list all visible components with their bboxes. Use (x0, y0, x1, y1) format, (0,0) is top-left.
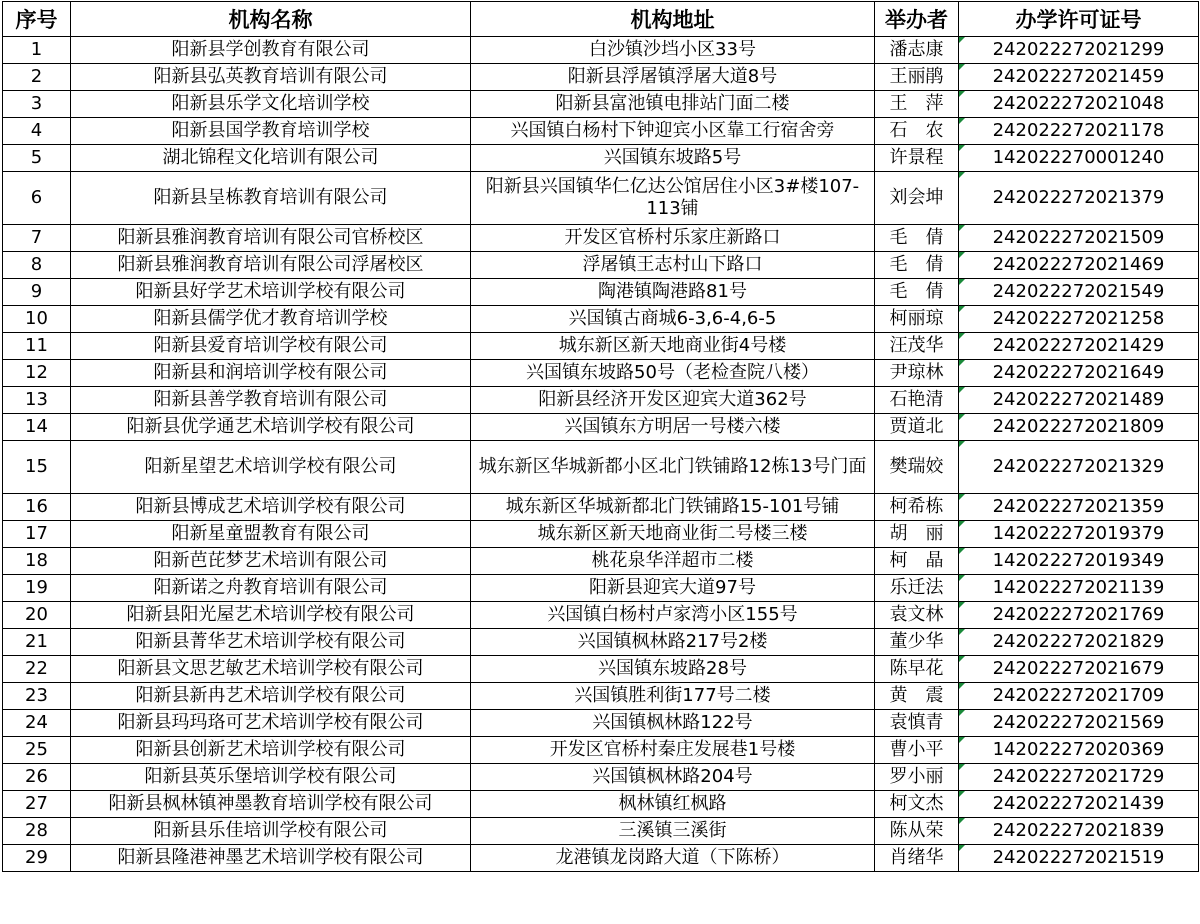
org-name-cell: 阳新县雅润教育培训有限公司官桥校区 (71, 225, 471, 252)
table-row (3, 575, 1199, 602)
organizer-cell: 罗小丽 (875, 764, 959, 791)
org-address-cell: 兴国镇东坡路50号（老检查院八楼） (471, 360, 875, 387)
table-row (3, 737, 1199, 764)
org-name-cell: 阳新芭芘梦艺术培训有限公司 (71, 548, 471, 575)
org-address-cell: 城东新区华城新都小区北门铁铺路12栋13号门面 (471, 441, 875, 494)
org-address-cell: 浮屠镇王志村山下路口 (471, 252, 875, 279)
table-row (3, 118, 1199, 145)
license-number-cell: 242022272021839 (959, 818, 1199, 845)
row-index: 29 (3, 845, 71, 872)
license-number-cell: 242022272021519 (959, 845, 1199, 872)
org-name-cell: 阳新县雅润教育培训有限公司浮屠校区 (71, 252, 471, 279)
license-number-cell: 242022272021829 (959, 629, 1199, 656)
org-name-cell: 湖北锦程文化培训有限公司 (71, 145, 471, 172)
org-name-cell: 阳新县菁华艺术培训学校有限公司 (71, 629, 471, 656)
license-number-cell: 242022272021649 (959, 360, 1199, 387)
organizer-cell: 袁慎青 (875, 710, 959, 737)
license-number-cell: 242022272021809 (959, 414, 1199, 441)
organizer-cell: 刘会坤 (875, 172, 959, 225)
org-name-cell: 阳新县呈栋教育培训有限公司 (71, 172, 471, 225)
table-row (3, 387, 1199, 414)
org-address-cell: 开发区官桥村秦庄发展巷1号楼 (471, 737, 875, 764)
table-row (3, 710, 1199, 737)
org-address-cell: 阳新县浮屠镇浮屠大道8号 (471, 64, 875, 91)
header-index: 序号 (3, 2, 71, 37)
org-name-cell: 阳新县博成艺术培训学校有限公司 (71, 494, 471, 521)
license-number-cell: 142022272019349 (959, 548, 1199, 575)
license-number-cell: 242022272021459 (959, 64, 1199, 91)
license-number-cell: 142022272019379 (959, 521, 1199, 548)
row-index: 8 (3, 252, 71, 279)
org-address-cell: 兴国镇枫林路217号2楼 (471, 629, 875, 656)
license-number-cell: 242022272021329 (959, 441, 1199, 494)
organizer-cell: 乐迁法 (875, 575, 959, 602)
table-row (3, 602, 1199, 629)
row-index: 2 (3, 64, 71, 91)
row-index: 10 (3, 306, 71, 333)
org-address-cell: 阳新县迎宾大道97号 (471, 575, 875, 602)
license-number-cell: 242022272021439 (959, 791, 1199, 818)
org-address-cell: 城东新区华城新都北门铁铺路15-101号铺 (471, 494, 875, 521)
table-row (3, 225, 1199, 252)
row-index: 7 (3, 225, 71, 252)
license-number-cell: 142022270001240 (959, 145, 1199, 172)
table-row (3, 91, 1199, 118)
row-index: 23 (3, 683, 71, 710)
org-address-cell: 兴国镇东方明居一号楼六楼 (471, 414, 875, 441)
table-row (3, 764, 1199, 791)
row-index: 6 (3, 172, 71, 225)
row-index: 17 (3, 521, 71, 548)
org-name-cell: 阳新县乐佳培训学校有限公司 (71, 818, 471, 845)
table-row (3, 252, 1199, 279)
header-org-address: 机构地址 (471, 2, 875, 37)
org-name-cell: 阳新县国学教育培训学校 (71, 118, 471, 145)
license-number-cell: 242022272021429 (959, 333, 1199, 360)
organizer-cell: 柯希栋 (875, 494, 959, 521)
table-row (3, 818, 1199, 845)
org-name-cell: 阳新县乐学文化培训学校 (71, 91, 471, 118)
organizer-cell: 石艳清 (875, 387, 959, 414)
row-index: 4 (3, 118, 71, 145)
org-name-cell: 阳新县文思艺敏艺术培训学校有限公司 (71, 656, 471, 683)
table-row (3, 414, 1199, 441)
row-index: 20 (3, 602, 71, 629)
license-number-cell: 242022272021048 (959, 91, 1199, 118)
header-license-number: 办学许可证号 (959, 2, 1199, 37)
org-name-cell: 阳新县创新艺术培训学校有限公司 (71, 737, 471, 764)
organizer-cell: 董少华 (875, 629, 959, 656)
org-address-cell: 兴国镇胜利街177号二楼 (471, 683, 875, 710)
org-address-cell: 兴国镇白杨村卢家湾小区155号 (471, 602, 875, 629)
table-body (3, 37, 1199, 872)
row-index: 3 (3, 91, 71, 118)
table-row (3, 494, 1199, 521)
license-number-cell: 242022272021729 (959, 764, 1199, 791)
organizer-cell: 曹小平 (875, 737, 959, 764)
license-number-cell: 242022272021549 (959, 279, 1199, 306)
org-address-cell: 兴国镇白杨村下钟迎宾小区靠工行宿舍旁 (471, 118, 875, 145)
table-row (3, 172, 1199, 225)
table-row (3, 306, 1199, 333)
org-address-cell: 兴国镇枫林路204号 (471, 764, 875, 791)
organizer-cell: 陈早花 (875, 656, 959, 683)
table-row (3, 548, 1199, 575)
row-index: 14 (3, 414, 71, 441)
org-address-cell: 兴国镇枫林路122号 (471, 710, 875, 737)
org-name-cell: 阳新县阳光屋艺术培训学校有限公司 (71, 602, 471, 629)
license-number-cell: 242022272021489 (959, 387, 1199, 414)
org-address-cell: 三溪镇三溪街 (471, 818, 875, 845)
organizer-cell: 樊瑞姣 (875, 441, 959, 494)
row-index: 12 (3, 360, 71, 387)
org-name-cell: 阳新县英乐堡培训学校有限公司 (71, 764, 471, 791)
license-number-cell: 142022272020369 (959, 737, 1199, 764)
org-address-cell: 兴国镇古商城6-3,6-4,6-5 (471, 306, 875, 333)
license-number-cell: 242022272021709 (959, 683, 1199, 710)
license-number-cell: 242022272021178 (959, 118, 1199, 145)
org-name-cell: 阳新县新冉艺术培训学校有限公司 (71, 683, 471, 710)
license-number-cell: 242022272021258 (959, 306, 1199, 333)
org-address-cell: 白沙镇沙垱小区33号 (471, 37, 875, 64)
table-row (3, 333, 1199, 360)
org-address-cell: 龙港镇龙岗路大道（下陈桥） (471, 845, 875, 872)
table-row (3, 683, 1199, 710)
table-row (3, 279, 1199, 306)
org-address-cell: 兴国镇东坡路5号 (471, 145, 875, 172)
organizer-cell: 毛 倩 (875, 225, 959, 252)
table-row (3, 64, 1199, 91)
organizer-cell: 贾道北 (875, 414, 959, 441)
organizer-cell: 石 农 (875, 118, 959, 145)
row-index: 27 (3, 791, 71, 818)
organizer-cell: 王 萍 (875, 91, 959, 118)
table-row (3, 656, 1199, 683)
license-number-cell: 242022272021469 (959, 252, 1199, 279)
organizer-cell: 王丽鹃 (875, 64, 959, 91)
organizer-cell: 毛 倩 (875, 279, 959, 306)
row-index: 15 (3, 441, 71, 494)
row-index: 9 (3, 279, 71, 306)
org-name-cell: 阳新县和润培训学校有限公司 (71, 360, 471, 387)
row-index: 22 (3, 656, 71, 683)
organizer-cell: 肖绪华 (875, 845, 959, 872)
row-index: 21 (3, 629, 71, 656)
header-organizer: 举办者 (875, 2, 959, 37)
row-index: 5 (3, 145, 71, 172)
organizer-cell: 陈从荣 (875, 818, 959, 845)
license-number-cell: 242022272021569 (959, 710, 1199, 737)
license-number-cell: 242022272021379 (959, 172, 1199, 225)
table-row (3, 521, 1199, 548)
table-row (3, 37, 1199, 64)
org-name-cell: 阳新星望艺术培训学校有限公司 (71, 441, 471, 494)
row-index: 13 (3, 387, 71, 414)
org-name-cell: 阳新县爱育培训学校有限公司 (71, 333, 471, 360)
organizer-cell: 汪茂华 (875, 333, 959, 360)
table-header-row (3, 2, 1199, 37)
row-index: 24 (3, 710, 71, 737)
org-name-cell: 阳新县玛玛珞可艺术培训学校有限公司 (71, 710, 471, 737)
license-table (2, 1, 1199, 872)
license-number-cell: 242022272021299 (959, 37, 1199, 64)
org-address-cell: 桃花泉华洋超市二楼 (471, 548, 875, 575)
license-number-cell: 242022272021509 (959, 225, 1199, 252)
org-address-cell: 枫林镇红枫路 (471, 791, 875, 818)
organizer-cell: 柯丽琼 (875, 306, 959, 333)
license-number-cell: 242022272021359 (959, 494, 1199, 521)
table-row (3, 629, 1199, 656)
organizer-cell: 黄 震 (875, 683, 959, 710)
license-number-cell: 242022272021769 (959, 602, 1199, 629)
table-row (3, 145, 1199, 172)
organizer-cell: 柯 晶 (875, 548, 959, 575)
row-index: 28 (3, 818, 71, 845)
table-row (3, 791, 1199, 818)
org-name-cell: 阳新县弘英教育培训有限公司 (71, 64, 471, 91)
organizer-cell: 胡 丽 (875, 521, 959, 548)
org-address-cell: 阳新县兴国镇华仁亿达公馆居住小区3#楼107-113铺 (471, 172, 875, 225)
org-name-cell: 阳新县优学通艺术培训学校有限公司 (71, 414, 471, 441)
row-index: 11 (3, 333, 71, 360)
row-index: 18 (3, 548, 71, 575)
org-address-cell: 陶港镇陶港路81号 (471, 279, 875, 306)
row-index: 16 (3, 494, 71, 521)
license-number-cell: 142022272021139 (959, 575, 1199, 602)
table-row (3, 845, 1199, 872)
organizer-cell: 潘志康 (875, 37, 959, 64)
table-row (3, 441, 1199, 494)
org-name-cell: 阳新县学创教育有限公司 (71, 37, 471, 64)
org-address-cell: 兴国镇东坡路28号 (471, 656, 875, 683)
org-address-cell: 城东新区新天地商业街4号楼 (471, 333, 875, 360)
org-address-cell: 阳新县经济开发区迎宾大道362号 (471, 387, 875, 414)
org-name-cell: 阳新县善学教育培训有限公司 (71, 387, 471, 414)
org-name-cell: 阳新县好学艺术培训学校有限公司 (71, 279, 471, 306)
org-address-cell: 阳新县富池镇电排站门面二楼 (471, 91, 875, 118)
row-index: 26 (3, 764, 71, 791)
org-name-cell: 阳新星童盟教育有限公司 (71, 521, 471, 548)
org-name-cell: 阳新县儒学优才教育培训学校 (71, 306, 471, 333)
row-index: 19 (3, 575, 71, 602)
org-name-cell: 阳新县枫林镇神墨教育培训学校有限公司 (71, 791, 471, 818)
row-index: 25 (3, 737, 71, 764)
org-address-cell: 城东新区新天地商业街二号楼三楼 (471, 521, 875, 548)
org-address-cell: 开发区官桥村乐家庄新路口 (471, 225, 875, 252)
organizer-cell: 许景程 (875, 145, 959, 172)
table-row (3, 360, 1199, 387)
license-number-cell: 242022272021679 (959, 656, 1199, 683)
organizer-cell: 袁文林 (875, 602, 959, 629)
organizer-cell: 尹琼林 (875, 360, 959, 387)
row-index: 1 (3, 37, 71, 64)
organizer-cell: 柯文杰 (875, 791, 959, 818)
org-name-cell: 阳新县隆港神墨艺术培训学校有限公司 (71, 845, 471, 872)
organizer-cell: 毛 倩 (875, 252, 959, 279)
header-org-name: 机构名称 (71, 2, 471, 37)
org-name-cell: 阳新诺之舟教育培训有限公司 (71, 575, 471, 602)
